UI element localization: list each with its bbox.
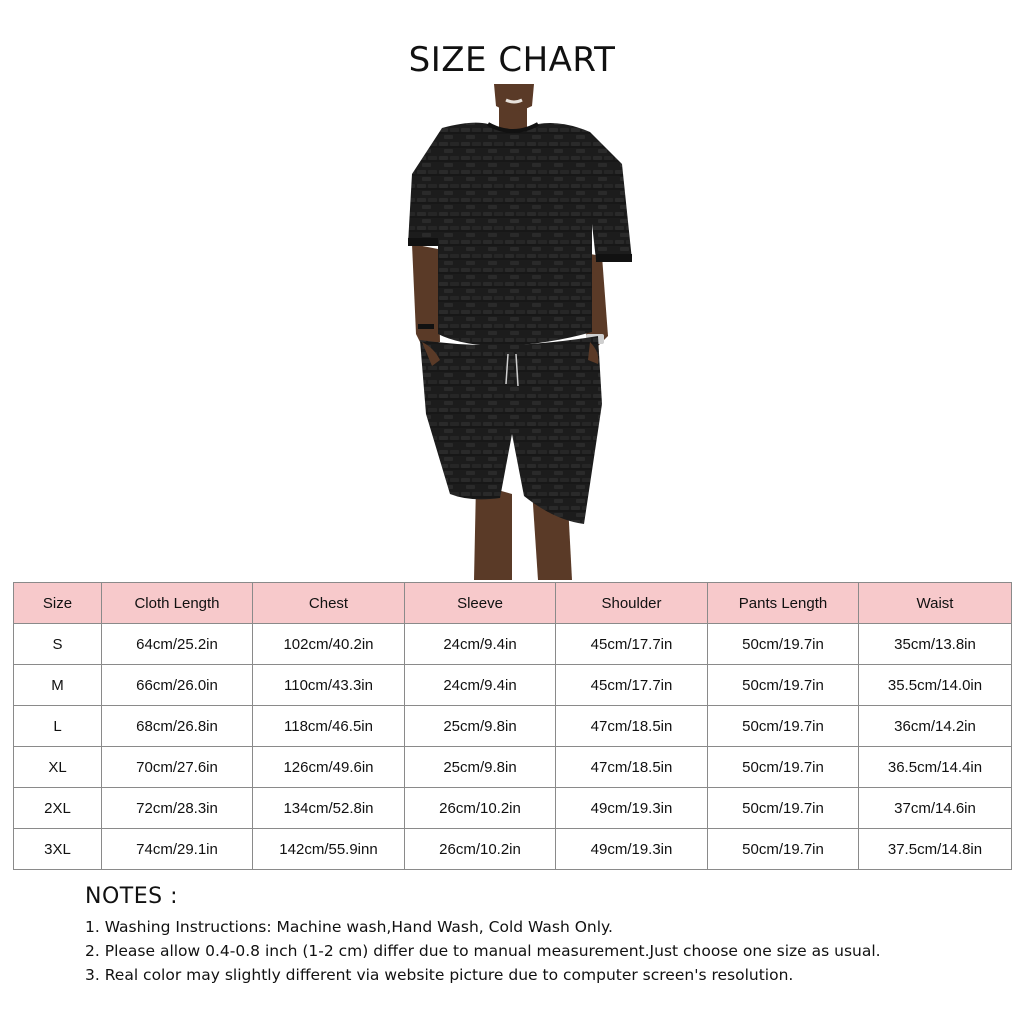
- measurement-cell: 45cm/17.7in: [556, 624, 708, 665]
- table-row: [14, 706, 1012, 747]
- size-cell: 2XL: [14, 788, 102, 829]
- size-cell: 3XL: [14, 829, 102, 870]
- measurement-cell: 37.5cm/14.8in: [859, 829, 1012, 870]
- notes-section: [85, 884, 1005, 987]
- size-cell: S: [14, 624, 102, 665]
- measurement-cell: 45cm/17.7in: [556, 665, 708, 706]
- measurement-cell: 102cm/40.2in: [253, 624, 405, 665]
- column-header: Waist: [859, 583, 1012, 624]
- measurement-cell: 36cm/14.2in: [859, 706, 1012, 747]
- table-row: [14, 665, 1012, 706]
- measurement-cell: 36.5cm/14.4in: [859, 747, 1012, 788]
- column-header: Chest: [253, 583, 405, 624]
- measurement-cell: 126cm/49.6in: [253, 747, 405, 788]
- measurement-cell: 64cm/25.2in: [102, 624, 253, 665]
- measurement-cell: 72cm/28.3in: [102, 788, 253, 829]
- note-item: 1. Washing Instructions: Machine wash,Hand Wash, Cold Wash Only.: [85, 918, 613, 936]
- measurement-cell: 70cm/27.6in: [102, 747, 253, 788]
- measurement-cell: 74cm/29.1in: [102, 829, 253, 870]
- measurement-cell: 24cm/9.4in: [405, 665, 556, 706]
- size-cell: M: [14, 665, 102, 706]
- measurement-cell: 68cm/26.8in: [102, 706, 253, 747]
- product-photo: [262, 84, 762, 580]
- column-header: Pants Length: [708, 583, 859, 624]
- measurement-cell: 24cm/9.4in: [405, 624, 556, 665]
- measurement-cell: 50cm/19.7in: [708, 747, 859, 788]
- measurement-cell: 26cm/10.2in: [405, 829, 556, 870]
- measurement-cell: 134cm/52.8in: [253, 788, 405, 829]
- measurement-cell: 47cm/18.5in: [556, 747, 708, 788]
- measurement-cell: 49cm/19.3in: [556, 829, 708, 870]
- measurement-cell: 118cm/46.5in: [253, 706, 405, 747]
- page-title: SIZE CHART: [408, 40, 616, 80]
- measurement-cell: 50cm/19.7in: [708, 788, 859, 829]
- measurement-cell: 50cm/19.7in: [708, 829, 859, 870]
- measurement-cell: 47cm/18.5in: [556, 706, 708, 747]
- column-header: Size: [14, 583, 102, 624]
- note-item: 2. Please allow 0.4-0.8 inch (1-2 cm) differ due to manual measurement.Just choose one size as usual.: [85, 942, 881, 960]
- measurement-cell: 110cm/43.3in: [253, 665, 405, 706]
- size-table: [13, 582, 1012, 870]
- notes-list: [85, 915, 1005, 987]
- measurement-cell: 142cm/55.9inn: [253, 829, 405, 870]
- size-cell: XL: [14, 747, 102, 788]
- column-header: Shoulder: [556, 583, 708, 624]
- table-row: [14, 624, 1012, 665]
- note-item: 3. Real color may slightly different via website picture due to computer screen's resolution.: [85, 966, 794, 984]
- table-row: [14, 788, 1012, 829]
- table-row: [14, 747, 1012, 788]
- notes-heading: NOTES :: [85, 884, 178, 909]
- measurement-cell: 37cm/14.6in: [859, 788, 1012, 829]
- table-row: [14, 829, 1012, 870]
- measurement-cell: 50cm/19.7in: [708, 624, 859, 665]
- measurement-cell: 35cm/13.8in: [859, 624, 1012, 665]
- measurement-cell: 25cm/9.8in: [405, 747, 556, 788]
- measurement-cell: 50cm/19.7in: [708, 665, 859, 706]
- measurement-cell: 35.5cm/14.0in: [859, 665, 1012, 706]
- measurement-cell: 26cm/10.2in: [405, 788, 556, 829]
- measurement-cell: 49cm/19.3in: [556, 788, 708, 829]
- header-row: [14, 583, 1012, 624]
- size-table-header: [14, 583, 1012, 624]
- size-cell: L: [14, 706, 102, 747]
- column-header: Sleeve: [405, 583, 556, 624]
- measurement-cell: 66cm/26.0in: [102, 665, 253, 706]
- column-header: Cloth Length: [102, 583, 253, 624]
- measurement-cell: 50cm/19.7in: [708, 706, 859, 747]
- measurement-cell: 25cm/9.8in: [405, 706, 556, 747]
- size-table-body: [14, 624, 1012, 870]
